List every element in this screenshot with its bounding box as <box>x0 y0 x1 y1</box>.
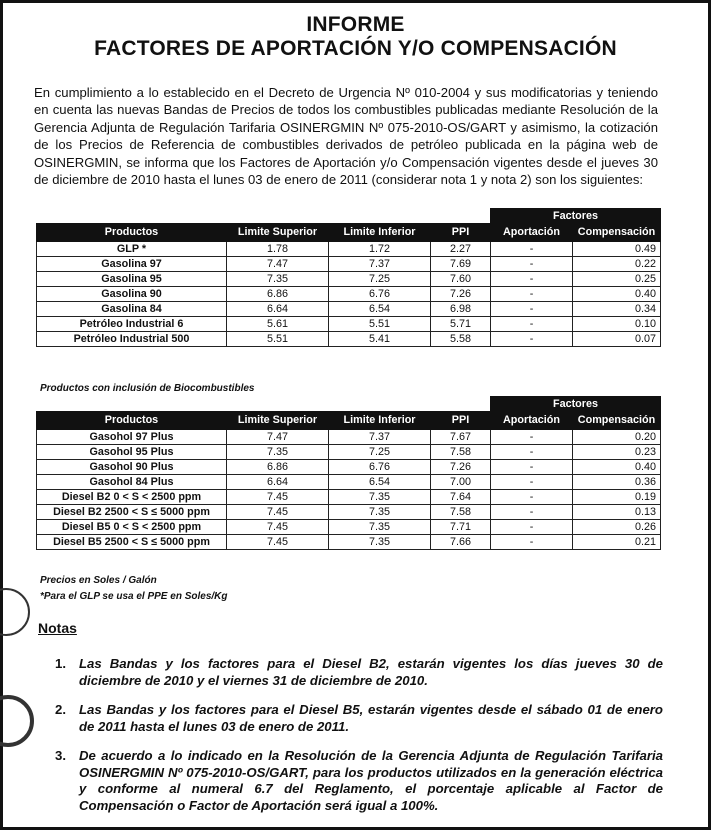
table-row <box>37 302 661 317</box>
cell-limite-inferior: 7.37 <box>329 257 431 272</box>
table-row <box>37 535 661 550</box>
cell-limite-inferior: 6.76 <box>329 460 431 475</box>
cell-producto: Gasolina 95 <box>37 272 227 287</box>
col-aportacion: Aportación <box>491 224 573 242</box>
note-text: Las Bandas y los factores para el Diesel B2, estarán vigentes los días jueves 30 de diciembre de 2010 y el viernes 31 de diciembre de 2010. <box>79 656 663 688</box>
col-compensacion: Compensación <box>573 224 661 242</box>
cell-producto: Gasohol 95 Plus <box>37 445 227 460</box>
col-limite-inferior: Limite Inferior <box>329 412 431 430</box>
cell-aportacion: - <box>491 535 573 550</box>
cell-limite-superior: 7.45 <box>227 490 329 505</box>
factores-header: Factores <box>491 209 661 224</box>
cell-aportacion: - <box>491 302 573 317</box>
factors-table-biofuels <box>36 396 661 550</box>
cell-ppi: 7.58 <box>431 445 491 460</box>
cell-ppi: 7.26 <box>431 460 491 475</box>
table-row <box>37 272 661 287</box>
cell-limite-inferior: 7.35 <box>329 535 431 550</box>
table-row <box>37 475 661 490</box>
cell-ppi: 7.60 <box>431 272 491 287</box>
table-group-header <box>37 397 661 412</box>
col-productos: Productos <box>37 224 227 242</box>
table-row <box>37 460 661 475</box>
table-row <box>37 287 661 302</box>
cell-producto: Gasolina 97 <box>37 257 227 272</box>
cell-compensacion: 0.26 <box>573 520 661 535</box>
col-productos: Productos <box>37 412 227 430</box>
table-row <box>37 520 661 535</box>
cell-producto: Gasohol 90 Plus <box>37 460 227 475</box>
cell-compensacion: 0.40 <box>573 287 661 302</box>
table-row <box>37 445 661 460</box>
table-body <box>37 242 661 347</box>
cell-compensacion: 0.34 <box>573 302 661 317</box>
cell-ppi: 7.71 <box>431 520 491 535</box>
cell-producto: Petróleo Industrial 6 <box>37 317 227 332</box>
document-subtitle: FACTORES DE APORTACIÓN Y/O COMPENSACIÓN <box>94 37 617 60</box>
cell-producto: Gasolina 84 <box>37 302 227 317</box>
cell-producto: Diesel B5 0 < S < 2500 ppm <box>37 520 227 535</box>
cell-compensacion: 0.40 <box>573 460 661 475</box>
cell-ppi: 6.98 <box>431 302 491 317</box>
cell-ppi: 7.26 <box>431 287 491 302</box>
cell-aportacion: - <box>491 520 573 535</box>
cell-limite-superior: 7.45 <box>227 505 329 520</box>
cell-limite-inferior: 7.25 <box>329 272 431 287</box>
col-aportacion: Aportación <box>491 412 573 430</box>
table-row <box>37 505 661 520</box>
col-compensacion: Compensación <box>573 412 661 430</box>
cell-aportacion: - <box>491 490 573 505</box>
cell-ppi: 7.64 <box>431 490 491 505</box>
cell-aportacion: - <box>491 272 573 287</box>
note-number: 1. <box>55 656 66 671</box>
cell-limite-superior: 7.45 <box>227 535 329 550</box>
cell-aportacion: - <box>491 505 573 520</box>
cell-ppi: 7.69 <box>431 257 491 272</box>
cell-compensacion: 0.20 <box>573 430 661 445</box>
cell-limite-inferior: 7.35 <box>329 520 431 535</box>
biocomb-heading: Productos con inclusión de Biocombustibles <box>40 383 255 394</box>
cell-aportacion: - <box>491 430 573 445</box>
cell-producto: Gasolina 90 <box>37 287 227 302</box>
col-ppi: PPI <box>431 412 491 430</box>
cell-aportacion: - <box>491 332 573 347</box>
factores-header: Factores <box>491 397 661 412</box>
table-row <box>37 257 661 272</box>
cell-compensacion: 0.22 <box>573 257 661 272</box>
cell-compensacion: 0.23 <box>573 445 661 460</box>
cell-limite-superior: 1.78 <box>227 242 329 257</box>
cell-producto: Gasohol 84 Plus <box>37 475 227 490</box>
note-number: 3. <box>55 748 66 763</box>
cell-limite-inferior: 6.76 <box>329 287 431 302</box>
cell-limite-superior: 6.64 <box>227 302 329 317</box>
cell-limite-inferior: 5.51 <box>329 317 431 332</box>
cell-limite-superior: 7.35 <box>227 445 329 460</box>
cell-compensacion: 0.13 <box>573 505 661 520</box>
footnote-glp: *Para el GLP se usa el PPE en Soles/Kg <box>40 591 228 602</box>
cell-limite-inferior: 5.41 <box>329 332 431 347</box>
cell-producto: Diesel B5 2500 < S ≤ 5000 ppm <box>37 535 227 550</box>
cell-compensacion: 0.21 <box>573 535 661 550</box>
cell-aportacion: - <box>491 460 573 475</box>
table-row <box>37 242 661 257</box>
cell-producto: Petróleo Industrial 500 <box>37 332 227 347</box>
col-limite-superior: Limite Superior <box>227 412 329 430</box>
cell-compensacion: 0.36 <box>573 475 661 490</box>
cell-limite-superior: 5.61 <box>227 317 329 332</box>
cell-compensacion: 0.25 <box>573 272 661 287</box>
cell-limite-superior: 7.47 <box>227 430 329 445</box>
cell-ppi: 7.66 <box>431 535 491 550</box>
cell-limite-superior: 6.86 <box>227 460 329 475</box>
cell-limite-superior: 5.51 <box>227 332 329 347</box>
cell-limite-superior: 6.86 <box>227 287 329 302</box>
cell-limite-superior: 7.35 <box>227 272 329 287</box>
cell-aportacion: - <box>491 257 573 272</box>
note-item <box>55 656 663 689</box>
cell-ppi: 7.67 <box>431 430 491 445</box>
cell-ppi: 5.71 <box>431 317 491 332</box>
table-header-row <box>37 224 661 242</box>
cell-limite-superior: 7.47 <box>227 257 329 272</box>
note-item <box>55 748 663 814</box>
cell-producto: Diesel B2 2500 < S ≤ 5000 ppm <box>37 505 227 520</box>
table-group-header <box>37 209 661 224</box>
cell-limite-inferior: 7.37 <box>329 430 431 445</box>
cell-compensacion: 0.07 <box>573 332 661 347</box>
cell-limite-inferior: 6.54 <box>329 475 431 490</box>
cell-producto: Gasohol 97 Plus <box>37 430 227 445</box>
table-row <box>37 490 661 505</box>
intro-paragraph: En cumplimiento a lo establecido en el Decreto de Urgencia Nº 010-2004 y sus modificatorias y teniendo en cuenta las nuevas Bandas de Precios de todos los combustibles publicadas mediante Resolución de la Gerencia Adjunta de Regulación Tarifaria OSINERGMIN Nº 075-2010-OS/GART y asimismo, la cotización de los Precios de Referencia de combustibles derivados de petróleo publicada en la página web de OSINERGMIN, se informa que los Factores de Aportación y/o Compensación vigentes desde el jueves 30 de diciembre de 2010 hasta el lunes 03 de enero de 2011 (considerar nota 1 y nota 2) son los siguientes: <box>34 85 658 188</box>
table-row <box>37 430 661 445</box>
cell-compensacion: 0.19 <box>573 490 661 505</box>
notes-heading: Notas <box>38 620 77 636</box>
cell-compensacion: 0.10 <box>573 317 661 332</box>
cell-ppi: 7.58 <box>431 505 491 520</box>
table-body <box>37 430 661 550</box>
table-row <box>37 332 661 347</box>
cell-limite-superior: 6.64 <box>227 475 329 490</box>
col-limite-inferior: Limite Inferior <box>329 224 431 242</box>
note-number: 2. <box>55 702 66 717</box>
cell-limite-inferior: 1.72 <box>329 242 431 257</box>
footnote-units: Precios en Soles / Galón <box>40 575 157 586</box>
cell-limite-inferior: 6.54 <box>329 302 431 317</box>
cell-producto: Diesel B2 0 < S < 2500 ppm <box>37 490 227 505</box>
table-row <box>37 317 661 332</box>
cell-ppi: 7.00 <box>431 475 491 490</box>
cell-ppi: 2.27 <box>431 242 491 257</box>
cell-limite-superior: 7.45 <box>227 520 329 535</box>
cell-limite-inferior: 7.35 <box>329 490 431 505</box>
cell-aportacion: - <box>491 475 573 490</box>
col-ppi: PPI <box>431 224 491 242</box>
cell-aportacion: - <box>491 242 573 257</box>
document-title: INFORME <box>306 13 405 36</box>
note-item <box>55 702 663 735</box>
note-text: De acuerdo a lo indicado en la Resolución de la Gerencia Adjunta de Regulación Tarifaria OSINERGMIN Nº 075-2010-OS/GART, para los productos utilizados en la generación eléctrica y conforme al numeral 6.7 del Reglamento, el porcentaje aplicable al Factor de Compensación o Factor de Aportación será igual a 100%. <box>79 748 663 813</box>
cell-aportacion: - <box>491 317 573 332</box>
note-text: Las Bandas y los factores para el Diesel B5, estarán vigentes desde el sábado 01 de enero de 2011 hasta el lunes 03 de enero de 2011. <box>79 702 663 734</box>
cell-compensacion: 0.49 <box>573 242 661 257</box>
col-limite-superior: Limite Superior <box>227 224 329 242</box>
table-header-row <box>37 412 661 430</box>
factors-table-fuels <box>36 208 661 347</box>
cell-ppi: 5.58 <box>431 332 491 347</box>
cell-limite-inferior: 7.35 <box>329 505 431 520</box>
cell-producto: GLP * <box>37 242 227 257</box>
cell-aportacion: - <box>491 287 573 302</box>
cell-limite-inferior: 7.25 <box>329 445 431 460</box>
cell-aportacion: - <box>491 445 573 460</box>
